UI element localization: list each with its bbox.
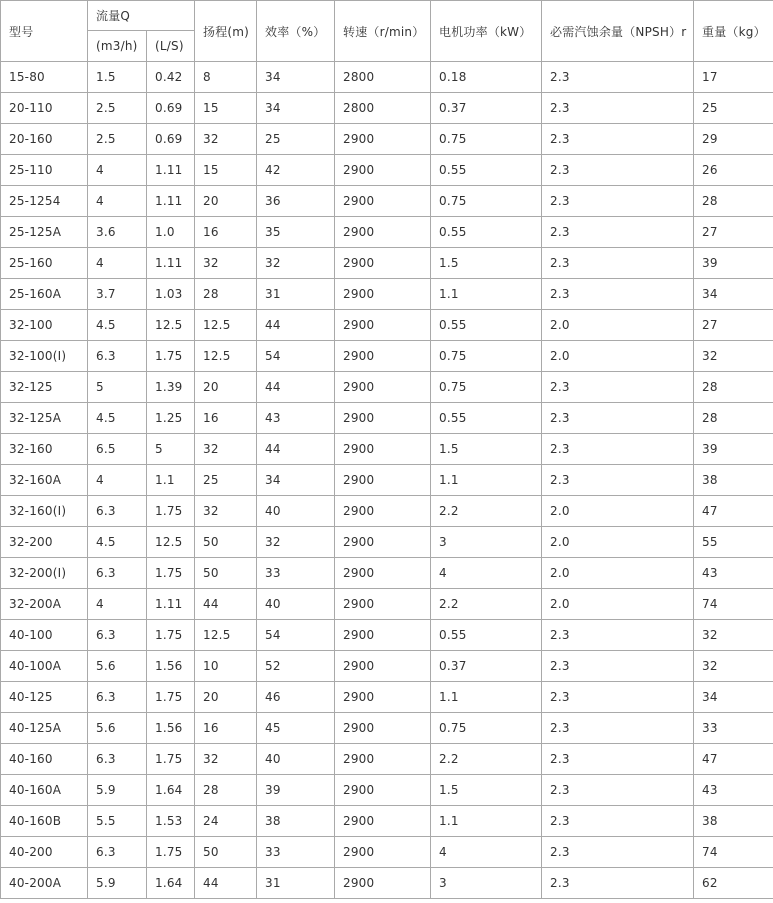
cell-weight: 28 <box>694 372 773 403</box>
cell-model: 32-125A <box>1 403 88 434</box>
cell-speed: 2900 <box>335 806 431 837</box>
cell-head: 8 <box>195 62 257 93</box>
cell-weight: 43 <box>694 775 773 806</box>
cell-npsh: 2.3 <box>542 806 694 837</box>
table-row <box>1 806 773 837</box>
cell-efficiency: 45 <box>257 713 335 744</box>
table-row <box>1 837 773 868</box>
cell-npsh: 2.3 <box>542 248 694 279</box>
cell-head: 50 <box>195 527 257 558</box>
cell-efficiency: 33 <box>257 558 335 589</box>
cell-efficiency: 38 <box>257 806 335 837</box>
cell-npsh: 2.3 <box>542 465 694 496</box>
cell-npsh: 2.3 <box>542 93 694 124</box>
cell-model: 40-125 <box>1 682 88 713</box>
cell-weight: 47 <box>694 744 773 775</box>
cell-npsh: 2.3 <box>542 186 694 217</box>
cell-flow-m3h: 4.5 <box>88 527 147 558</box>
cell-efficiency: 40 <box>257 744 335 775</box>
cell-flow-ls: 1.0 <box>147 217 195 248</box>
cell-flow-ls: 0.42 <box>147 62 195 93</box>
cell-speed: 2800 <box>335 93 431 124</box>
table-row <box>1 496 773 527</box>
cell-npsh: 2.3 <box>542 620 694 651</box>
cell-flow-m3h: 4 <box>88 186 147 217</box>
cell-flow-ls: 1.75 <box>147 744 195 775</box>
cell-npsh: 2.3 <box>542 837 694 868</box>
header-row-top <box>1 1 773 31</box>
cell-speed: 2900 <box>335 124 431 155</box>
cell-motor-power: 0.37 <box>431 93 542 124</box>
cell-flow-m3h: 6.5 <box>88 434 147 465</box>
cell-efficiency: 44 <box>257 372 335 403</box>
cell-flow-m3h: 5 <box>88 372 147 403</box>
table-row <box>1 589 773 620</box>
cell-weight: 27 <box>694 310 773 341</box>
cell-weight: 28 <box>694 186 773 217</box>
header-flow-ls: (L/S) <box>147 31 195 62</box>
cell-flow-ls: 1.75 <box>147 558 195 589</box>
cell-npsh: 2.3 <box>542 124 694 155</box>
header-flow: 流量Q <box>88 1 195 31</box>
cell-weight: 32 <box>694 341 773 372</box>
cell-weight: 32 <box>694 620 773 651</box>
table-row <box>1 403 773 434</box>
cell-head: 20 <box>195 372 257 403</box>
cell-motor-power: 0.75 <box>431 124 542 155</box>
cell-model: 32-200(I) <box>1 558 88 589</box>
cell-model: 40-200 <box>1 837 88 868</box>
cell-motor-power: 2.2 <box>431 589 542 620</box>
cell-flow-m3h: 6.3 <box>88 744 147 775</box>
cell-model: 20-110 <box>1 93 88 124</box>
cell-head: 28 <box>195 279 257 310</box>
cell-flow-ls: 1.03 <box>147 279 195 310</box>
cell-flow-ls: 1.11 <box>147 589 195 620</box>
cell-efficiency: 33 <box>257 837 335 868</box>
cell-speed: 2900 <box>335 465 431 496</box>
cell-head: 32 <box>195 496 257 527</box>
table-row <box>1 62 773 93</box>
cell-flow-ls: 1.53 <box>147 806 195 837</box>
cell-speed: 2900 <box>335 279 431 310</box>
cell-head: 32 <box>195 248 257 279</box>
cell-flow-m3h: 1.5 <box>88 62 147 93</box>
cell-efficiency: 40 <box>257 496 335 527</box>
cell-speed: 2900 <box>335 155 431 186</box>
cell-npsh: 2.3 <box>542 682 694 713</box>
cell-efficiency: 44 <box>257 434 335 465</box>
table-row <box>1 248 773 279</box>
cell-speed: 2900 <box>335 248 431 279</box>
cell-speed: 2900 <box>335 558 431 589</box>
cell-weight: 38 <box>694 465 773 496</box>
header-efficiency: 效率（%） <box>257 1 335 62</box>
cell-motor-power: 0.55 <box>431 620 542 651</box>
cell-motor-power: 0.55 <box>431 403 542 434</box>
cell-model: 40-160 <box>1 744 88 775</box>
cell-model: 40-200A <box>1 868 88 899</box>
table-row <box>1 93 773 124</box>
table-row <box>1 124 773 155</box>
table-row <box>1 713 773 744</box>
cell-efficiency: 25 <box>257 124 335 155</box>
cell-efficiency: 52 <box>257 651 335 682</box>
cell-head: 44 <box>195 868 257 899</box>
cell-efficiency: 54 <box>257 341 335 372</box>
cell-efficiency: 40 <box>257 589 335 620</box>
cell-model: 32-125 <box>1 372 88 403</box>
cell-head: 15 <box>195 93 257 124</box>
cell-speed: 2900 <box>335 527 431 558</box>
cell-efficiency: 31 <box>257 868 335 899</box>
cell-efficiency: 36 <box>257 186 335 217</box>
table-row <box>1 434 773 465</box>
cell-weight: 43 <box>694 558 773 589</box>
cell-efficiency: 44 <box>257 310 335 341</box>
cell-model: 40-160A <box>1 775 88 806</box>
cell-motor-power: 0.18 <box>431 62 542 93</box>
cell-npsh: 2.0 <box>542 558 694 589</box>
table-row <box>1 620 773 651</box>
cell-npsh: 2.3 <box>542 651 694 682</box>
cell-weight: 27 <box>694 217 773 248</box>
cell-speed: 2900 <box>335 744 431 775</box>
cell-motor-power: 0.75 <box>431 372 542 403</box>
cell-motor-power: 3 <box>431 527 542 558</box>
cell-flow-ls: 12.5 <box>147 527 195 558</box>
cell-speed: 2900 <box>335 713 431 744</box>
cell-efficiency: 31 <box>257 279 335 310</box>
cell-npsh: 2.3 <box>542 62 694 93</box>
table-row <box>1 868 773 899</box>
cell-flow-ls: 1.11 <box>147 248 195 279</box>
cell-flow-ls: 1.75 <box>147 620 195 651</box>
header-speed: 转速（r/min） <box>335 1 431 62</box>
cell-motor-power: 0.75 <box>431 341 542 372</box>
cell-head: 20 <box>195 186 257 217</box>
cell-model: 40-100 <box>1 620 88 651</box>
cell-flow-ls: 0.69 <box>147 93 195 124</box>
cell-npsh: 2.3 <box>542 744 694 775</box>
cell-flow-m3h: 3.6 <box>88 217 147 248</box>
cell-efficiency: 34 <box>257 93 335 124</box>
cell-flow-m3h: 6.3 <box>88 558 147 589</box>
cell-npsh: 2.3 <box>542 217 694 248</box>
cell-npsh: 2.3 <box>542 155 694 186</box>
cell-flow-m3h: 4 <box>88 465 147 496</box>
cell-flow-ls: 1.39 <box>147 372 195 403</box>
header-head: 扬程(m) <box>195 1 257 62</box>
cell-speed: 2900 <box>335 341 431 372</box>
cell-head: 32 <box>195 744 257 775</box>
cell-flow-m3h: 5.9 <box>88 868 147 899</box>
cell-efficiency: 39 <box>257 775 335 806</box>
table-row <box>1 527 773 558</box>
cell-motor-power: 0.75 <box>431 186 542 217</box>
cell-head: 44 <box>195 589 257 620</box>
cell-flow-ls: 1.64 <box>147 775 195 806</box>
cell-flow-m3h: 5.6 <box>88 713 147 744</box>
cell-model: 32-160A <box>1 465 88 496</box>
cell-head: 25 <box>195 465 257 496</box>
cell-head: 24 <box>195 806 257 837</box>
cell-speed: 2900 <box>335 186 431 217</box>
cell-head: 12.5 <box>195 310 257 341</box>
cell-flow-ls: 1.75 <box>147 341 195 372</box>
cell-head: 16 <box>195 713 257 744</box>
cell-model: 40-125A <box>1 713 88 744</box>
cell-model: 25-125A <box>1 217 88 248</box>
table-body <box>1 62 773 899</box>
cell-speed: 2900 <box>335 651 431 682</box>
cell-motor-power: 0.37 <box>431 651 542 682</box>
cell-flow-m3h: 6.3 <box>88 341 147 372</box>
header-flow-m3h: (m3/h) <box>88 31 147 62</box>
cell-motor-power: 0.55 <box>431 310 542 341</box>
header-model: 型号 <box>1 1 88 62</box>
cell-model: 20-160 <box>1 124 88 155</box>
cell-weight: 39 <box>694 248 773 279</box>
cell-flow-m3h: 3.7 <box>88 279 147 310</box>
cell-model: 32-160(I) <box>1 496 88 527</box>
cell-efficiency: 35 <box>257 217 335 248</box>
cell-flow-m3h: 4 <box>88 248 147 279</box>
table-row <box>1 155 773 186</box>
cell-flow-m3h: 4 <box>88 155 147 186</box>
cell-motor-power: 0.75 <box>431 713 542 744</box>
cell-weight: 25 <box>694 93 773 124</box>
cell-motor-power: 2.2 <box>431 744 542 775</box>
table-row <box>1 372 773 403</box>
cell-speed: 2900 <box>335 434 431 465</box>
cell-head: 28 <box>195 775 257 806</box>
cell-head: 16 <box>195 403 257 434</box>
cell-npsh: 2.3 <box>542 279 694 310</box>
cell-motor-power: 0.55 <box>431 217 542 248</box>
table-row <box>1 682 773 713</box>
table-row <box>1 465 773 496</box>
cell-npsh: 2.0 <box>542 527 694 558</box>
cell-speed: 2800 <box>335 62 431 93</box>
cell-weight: 55 <box>694 527 773 558</box>
cell-speed: 2900 <box>335 837 431 868</box>
cell-flow-ls: 1.11 <box>147 186 195 217</box>
table-row <box>1 558 773 589</box>
cell-flow-ls: 0.69 <box>147 124 195 155</box>
cell-efficiency: 42 <box>257 155 335 186</box>
cell-model: 25-1254 <box>1 186 88 217</box>
cell-weight: 34 <box>694 279 773 310</box>
cell-efficiency: 43 <box>257 403 335 434</box>
cell-weight: 62 <box>694 868 773 899</box>
cell-head: 50 <box>195 558 257 589</box>
cell-model: 32-200A <box>1 589 88 620</box>
cell-flow-m3h: 5.6 <box>88 651 147 682</box>
header-weight: 重量（kg） <box>694 1 773 62</box>
cell-model: 40-160B <box>1 806 88 837</box>
cell-speed: 2900 <box>335 372 431 403</box>
cell-speed: 2900 <box>335 403 431 434</box>
cell-weight: 28 <box>694 403 773 434</box>
cell-efficiency: 32 <box>257 527 335 558</box>
cell-head: 20 <box>195 682 257 713</box>
cell-head: 12.5 <box>195 341 257 372</box>
cell-model: 32-200 <box>1 527 88 558</box>
cell-motor-power: 4 <box>431 837 542 868</box>
cell-flow-m3h: 5.9 <box>88 775 147 806</box>
cell-motor-power: 2.2 <box>431 496 542 527</box>
cell-speed: 2900 <box>335 310 431 341</box>
cell-head: 10 <box>195 651 257 682</box>
cell-motor-power: 1.1 <box>431 806 542 837</box>
cell-npsh: 2.0 <box>542 341 694 372</box>
cell-motor-power: 1.5 <box>431 434 542 465</box>
cell-weight: 17 <box>694 62 773 93</box>
cell-flow-m3h: 2.5 <box>88 124 147 155</box>
cell-motor-power: 1.5 <box>431 248 542 279</box>
cell-speed: 2900 <box>335 775 431 806</box>
cell-flow-ls: 1.1 <box>147 465 195 496</box>
cell-flow-ls: 5 <box>147 434 195 465</box>
cell-flow-m3h: 6.3 <box>88 682 147 713</box>
cell-flow-m3h: 4 <box>88 589 147 620</box>
cell-efficiency: 54 <box>257 620 335 651</box>
cell-model: 15-80 <box>1 62 88 93</box>
cell-speed: 2900 <box>335 868 431 899</box>
cell-efficiency: 46 <box>257 682 335 713</box>
cell-motor-power: 1.1 <box>431 682 542 713</box>
cell-flow-ls: 1.25 <box>147 403 195 434</box>
cell-efficiency: 32 <box>257 248 335 279</box>
header-motor-power: 电机功率（kW） <box>431 1 542 62</box>
cell-npsh: 2.0 <box>542 496 694 527</box>
cell-flow-m3h: 2.5 <box>88 93 147 124</box>
table-row <box>1 341 773 372</box>
cell-weight: 26 <box>694 155 773 186</box>
cell-weight: 34 <box>694 682 773 713</box>
cell-npsh: 2.3 <box>542 403 694 434</box>
cell-npsh: 2.3 <box>542 372 694 403</box>
table-row <box>1 651 773 682</box>
cell-model: 40-100A <box>1 651 88 682</box>
cell-weight: 38 <box>694 806 773 837</box>
cell-flow-ls: 1.11 <box>147 155 195 186</box>
cell-weight: 33 <box>694 713 773 744</box>
cell-speed: 2900 <box>335 217 431 248</box>
cell-model: 32-100(I) <box>1 341 88 372</box>
cell-model: 32-100 <box>1 310 88 341</box>
cell-weight: 74 <box>694 589 773 620</box>
cell-flow-m3h: 4.5 <box>88 403 147 434</box>
cell-motor-power: 3 <box>431 868 542 899</box>
cell-weight: 32 <box>694 651 773 682</box>
header-npsh: 必需汽蚀余量（NPSH）r <box>542 1 694 62</box>
cell-model: 25-160A <box>1 279 88 310</box>
cell-speed: 2900 <box>335 496 431 527</box>
cell-speed: 2900 <box>335 589 431 620</box>
cell-motor-power: 1.5 <box>431 775 542 806</box>
cell-npsh: 2.0 <box>542 310 694 341</box>
cell-weight: 29 <box>694 124 773 155</box>
table-row <box>1 310 773 341</box>
table-row <box>1 279 773 310</box>
cell-head: 32 <box>195 124 257 155</box>
cell-efficiency: 34 <box>257 465 335 496</box>
cell-model: 32-160 <box>1 434 88 465</box>
cell-npsh: 2.3 <box>542 434 694 465</box>
table-row <box>1 186 773 217</box>
cell-flow-ls: 12.5 <box>147 310 195 341</box>
cell-flow-ls: 1.64 <box>147 868 195 899</box>
cell-weight: 74 <box>694 837 773 868</box>
cell-flow-m3h: 6.3 <box>88 837 147 868</box>
cell-flow-ls: 1.75 <box>147 837 195 868</box>
cell-flow-ls: 1.56 <box>147 651 195 682</box>
cell-head: 32 <box>195 434 257 465</box>
cell-flow-m3h: 6.3 <box>88 496 147 527</box>
cell-head: 16 <box>195 217 257 248</box>
cell-flow-m3h: 5.5 <box>88 806 147 837</box>
table-row <box>1 744 773 775</box>
cell-model: 25-160 <box>1 248 88 279</box>
cell-motor-power: 1.1 <box>431 279 542 310</box>
cell-flow-m3h: 4.5 <box>88 310 147 341</box>
cell-motor-power: 1.1 <box>431 465 542 496</box>
cell-weight: 39 <box>694 434 773 465</box>
table-row <box>1 217 773 248</box>
cell-speed: 2900 <box>335 682 431 713</box>
cell-flow-m3h: 6.3 <box>88 620 147 651</box>
cell-head: 50 <box>195 837 257 868</box>
cell-motor-power: 0.55 <box>431 155 542 186</box>
cell-speed: 2900 <box>335 620 431 651</box>
cell-head: 12.5 <box>195 620 257 651</box>
table-row <box>1 775 773 806</box>
cell-weight: 47 <box>694 496 773 527</box>
cell-head: 15 <box>195 155 257 186</box>
cell-flow-ls: 1.75 <box>147 496 195 527</box>
cell-efficiency: 34 <box>257 62 335 93</box>
cell-model: 25-110 <box>1 155 88 186</box>
cell-flow-ls: 1.75 <box>147 682 195 713</box>
cell-npsh: 2.3 <box>542 713 694 744</box>
cell-npsh: 2.3 <box>542 775 694 806</box>
cell-npsh: 2.3 <box>542 868 694 899</box>
cell-npsh: 2.0 <box>542 589 694 620</box>
cell-flow-ls: 1.56 <box>147 713 195 744</box>
cell-motor-power: 4 <box>431 558 542 589</box>
